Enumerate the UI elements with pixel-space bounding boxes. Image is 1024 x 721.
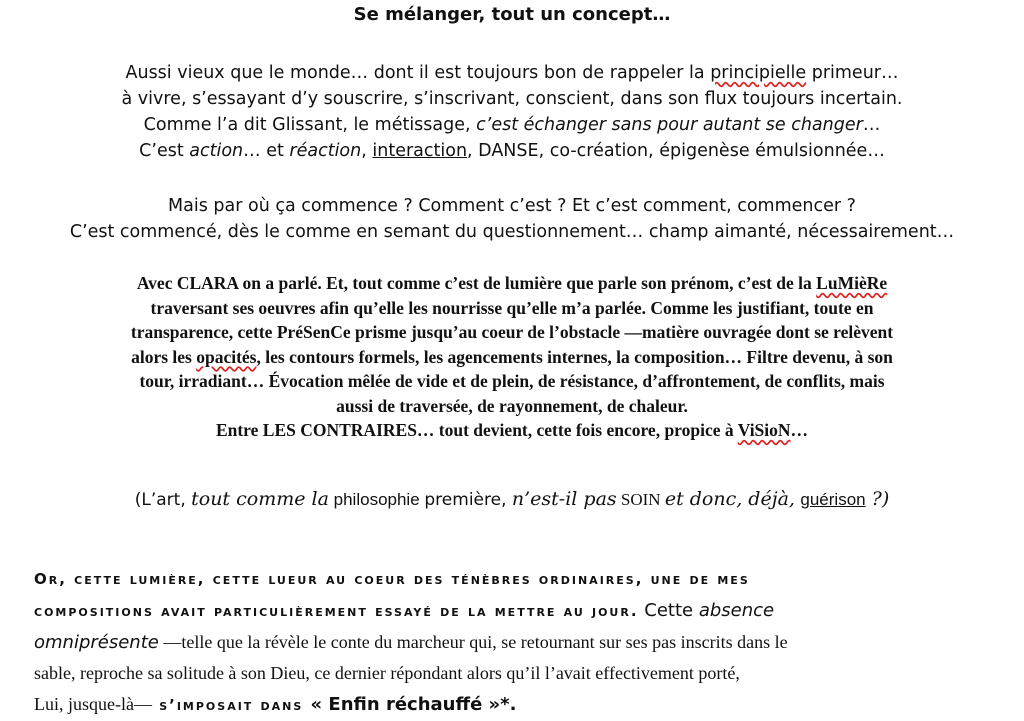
text-run: Entre LES CONTRAIRES… tout devient, cette fois encore, propice à bbox=[215, 420, 738, 440]
text-line: à vivre, s’essayant d’y souscrire, s’inscrivant, conscient, dans son flux toujours incertain. bbox=[121, 89, 903, 109]
spellcheck-word: ViSioN bbox=[737, 420, 791, 440]
text-line: C’est commencé, dès le comme en semant du questionnement… champ aimanté, nécessairement… bbox=[69, 222, 955, 242]
text-line bbox=[40, 60, 984, 86]
text-run: Comme l’a dit Glissant, le métissage, bbox=[143, 115, 477, 135]
text-run: première, bbox=[424, 490, 512, 510]
text-line bbox=[40, 138, 984, 164]
text-line bbox=[40, 112, 984, 138]
text-run: SOIN bbox=[616, 490, 665, 509]
spellcheck-word: principielle bbox=[710, 63, 807, 83]
text-run: … bbox=[862, 115, 881, 135]
text-run: Lui, jusque-là— bbox=[34, 694, 152, 714]
text-line bbox=[34, 595, 990, 627]
small-caps-run: s’imposait dans bbox=[151, 696, 311, 714]
text-run: C’est bbox=[139, 141, 190, 161]
text-run: , les contours formels, les agencements internes, la composition… Filtre devenu, à son bbox=[256, 346, 893, 367]
text-line bbox=[34, 689, 990, 721]
italic-run: absence bbox=[698, 600, 775, 621]
text-run: … et bbox=[243, 141, 290, 161]
small-caps-run: Or, cette lumière, cette lueur au coeur des ténèbres ordinaires, une de mes bbox=[34, 570, 750, 588]
text-line bbox=[36, 271, 988, 296]
underlined-word: interaction bbox=[372, 141, 468, 161]
text-run: … bbox=[790, 420, 809, 440]
italic-run: réaction bbox=[289, 141, 362, 161]
paragraph-art-question bbox=[50, 484, 974, 515]
text-run: , bbox=[361, 141, 373, 161]
italic-run: action bbox=[189, 141, 244, 161]
script-run: ?) bbox=[865, 488, 890, 510]
italic-run: c’est échanger sans pour autant se changer bbox=[476, 115, 863, 135]
italic-run: omniprésente bbox=[34, 632, 159, 653]
text-line: sable, reproche sa solitude à son Dieu, ce dernier répondant alors qu’il l’avait effectivement porté, bbox=[34, 663, 740, 683]
text-line bbox=[36, 345, 988, 370]
small-caps-run: compositions avait particulièrement essayé de la mettre au jour. bbox=[34, 602, 639, 620]
text-line bbox=[34, 627, 990, 658]
text-line bbox=[34, 563, 990, 595]
page-title: Se mélanger, tout un concept… bbox=[353, 4, 671, 25]
text-run: (L’art, bbox=[134, 490, 192, 510]
text-line bbox=[36, 418, 988, 443]
paragraph-intro bbox=[40, 60, 984, 164]
text-run: primeur… bbox=[806, 63, 899, 83]
text-line: transparence, cette PréSenCe prisme jusqu’au coeur de l’obstacle —matière ouvragée dont se relèvent bbox=[130, 322, 894, 342]
text-run: Avec CLARA on a parlé. Et, tout comme c’est de lumière que parle son prénom, c’est de la bbox=[136, 273, 817, 293]
text-run: alors les bbox=[131, 346, 197, 367]
text-line: aussi de traversée, de rayonnement, de chaleur. bbox=[336, 395, 688, 416]
text-run: , DANSE, co-création, épigenèse émulsionnée… bbox=[467, 141, 885, 161]
script-run: tout comme la bbox=[191, 488, 329, 510]
text-run: Aussi vieux que le monde… dont il est toujours bon de rappeler la bbox=[125, 63, 711, 83]
text-run: —telle que la révèle le conte du marcheur qui, se retournant sur ses pas inscrits dans le bbox=[158, 632, 788, 652]
script-run: et donc, déjà, bbox=[664, 488, 795, 510]
text-line: tour, irradiant… Évocation mêlée de vide et de plein, de résistance, d’affrontement, de conflits, mais bbox=[139, 371, 885, 391]
text-line bbox=[50, 484, 974, 515]
text-run: philosophie bbox=[328, 490, 425, 509]
underlined-word: guérison bbox=[800, 490, 866, 509]
text-line: traversant ses oeuvres afin qu’elle les nourrisse qu’elle m’a parlée. Comme les justifiant, toute en bbox=[150, 297, 874, 318]
paragraph-questions bbox=[30, 193, 994, 245]
bold-run: « Enfin réchauffé »*. bbox=[310, 694, 517, 715]
paragraph-clara bbox=[36, 271, 988, 443]
spellcheck-word: opacités bbox=[196, 346, 257, 367]
text-line: Mais par où ça commence ? Comment c’est ? Et c’est comment, commencer ? bbox=[168, 196, 856, 216]
script-run: n’est-il pas bbox=[511, 488, 617, 510]
paragraph-composition bbox=[34, 563, 990, 721]
text-run: Cette bbox=[638, 600, 699, 621]
spellcheck-word: LuMièRe bbox=[816, 273, 888, 293]
